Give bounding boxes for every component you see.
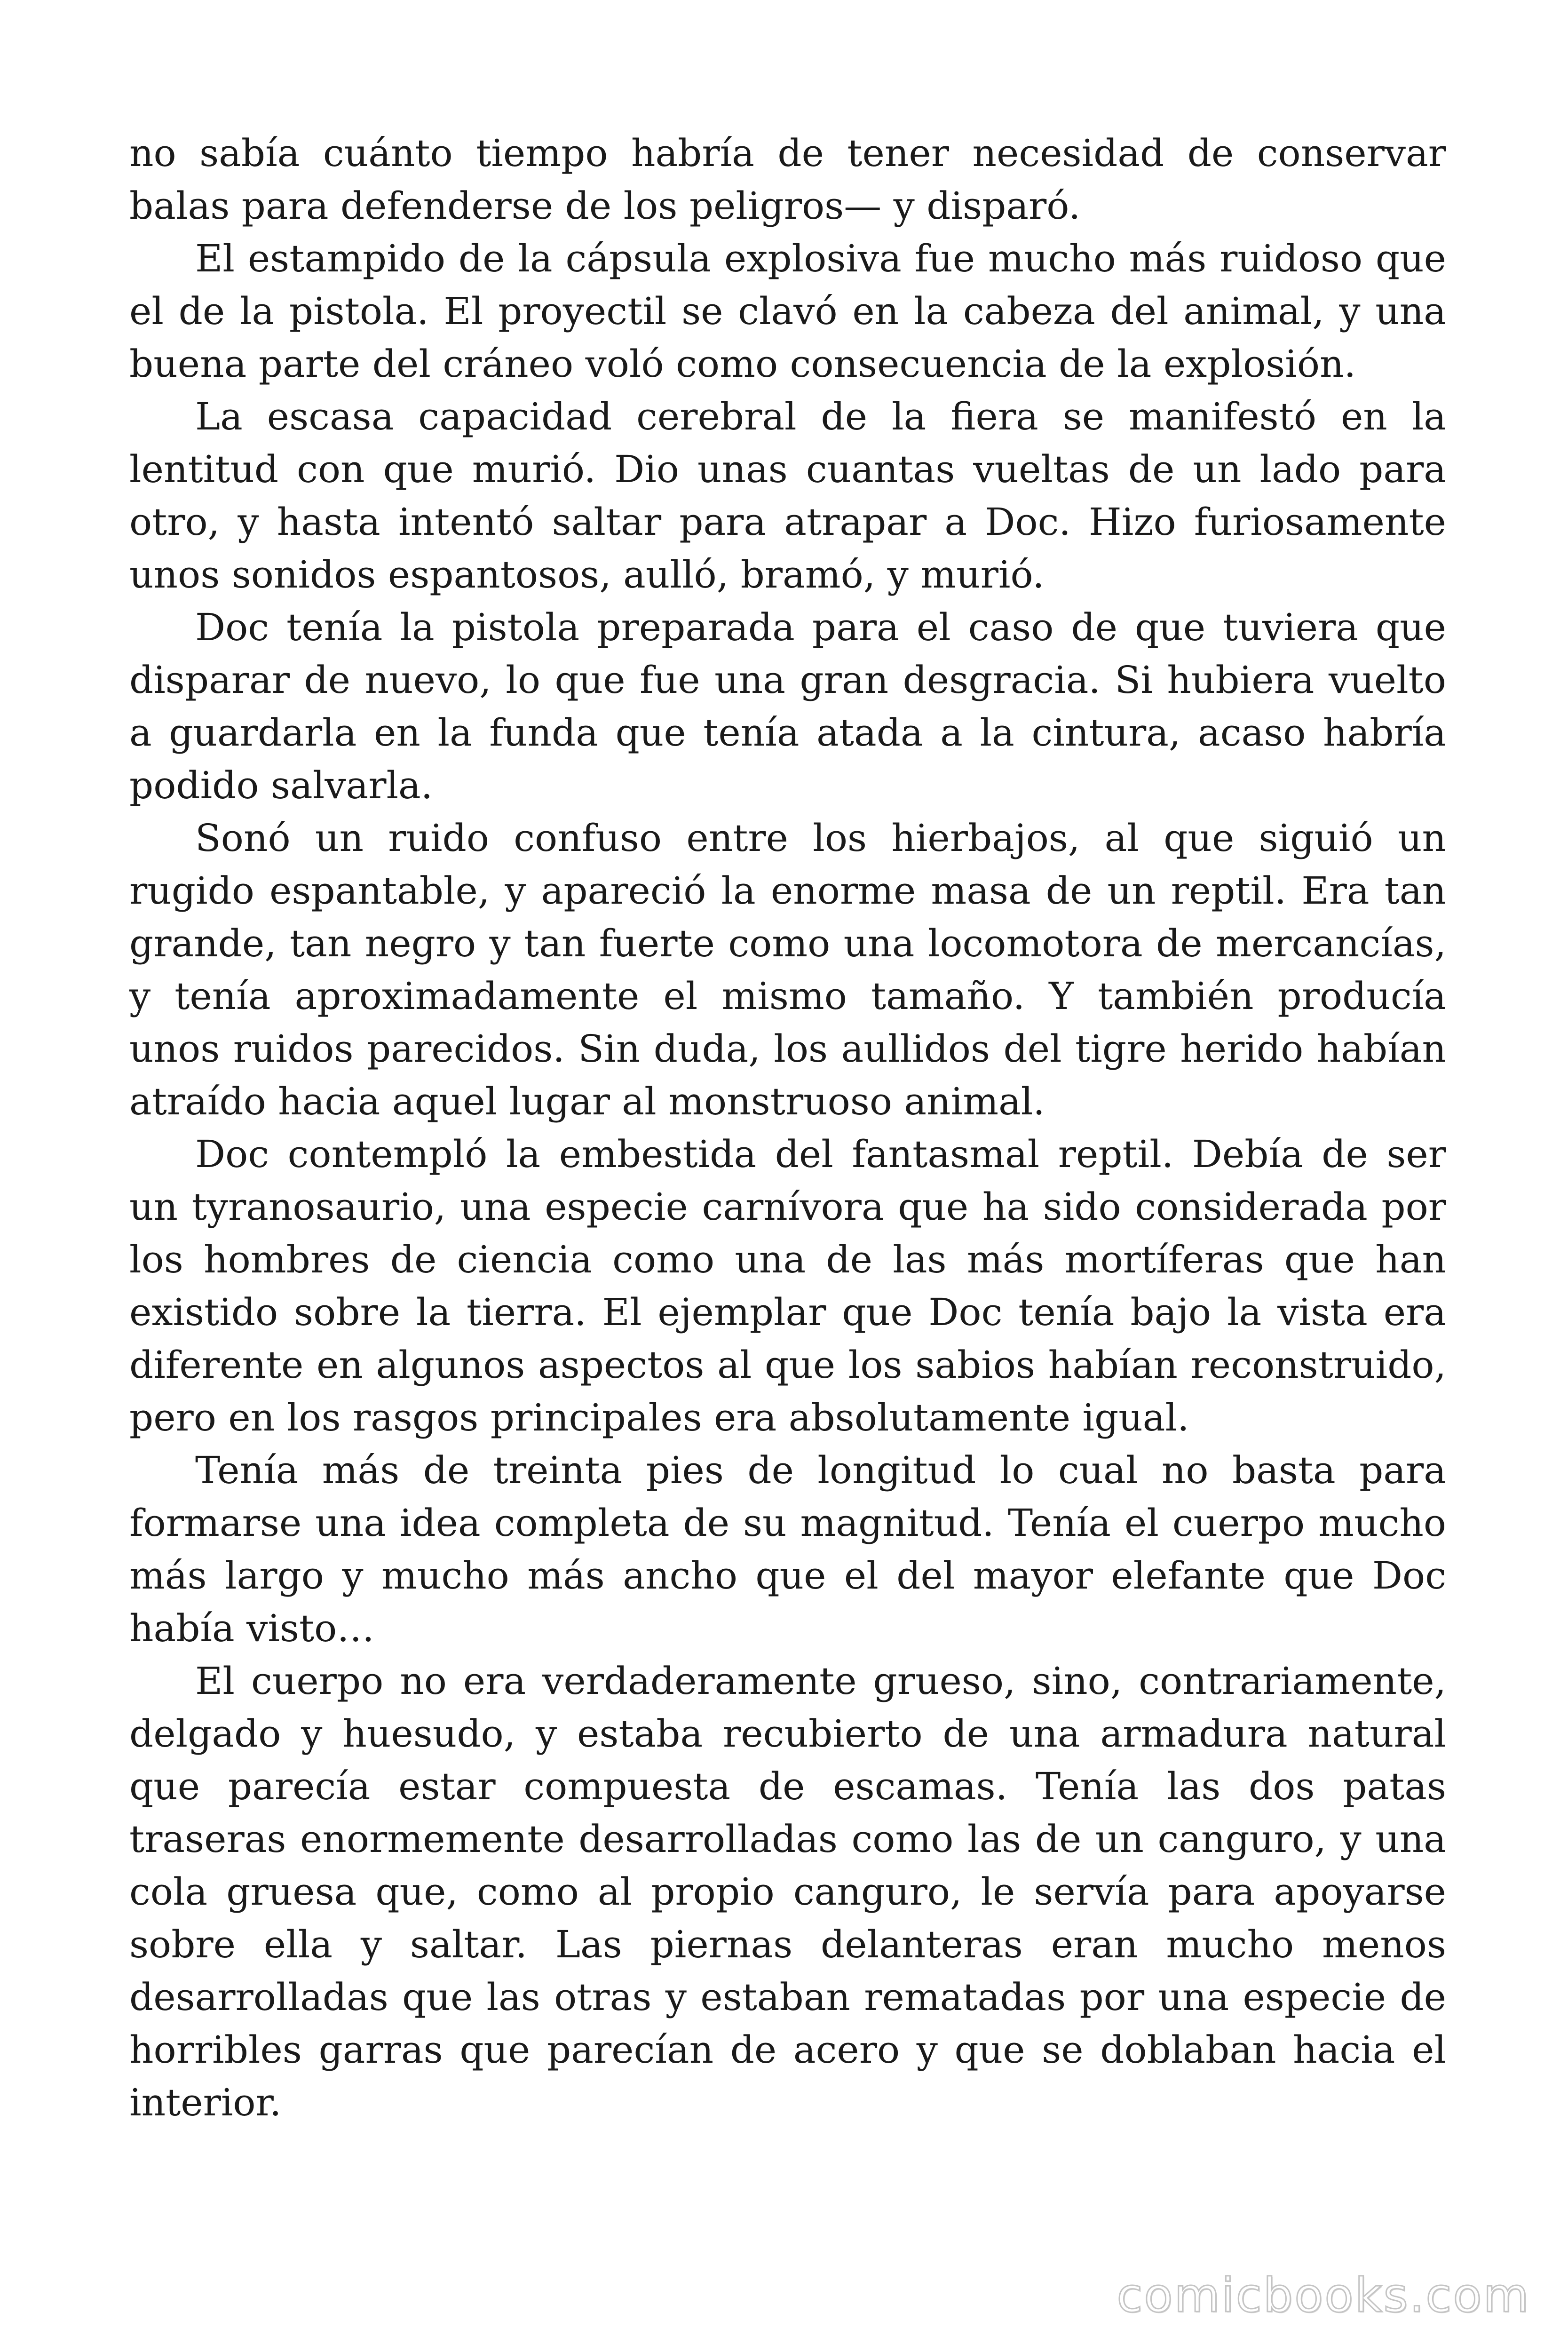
paragraph-7: Tenía más de treinta pies de longitud lo cual no basta para formarse una idea completa de su magnitud. Tenía el cuerpo mucho más largo y mucho más ancho que el del mayor elefante que Doc había visto… — [129, 1448, 1446, 1650]
paragraph-1: no sabía cuánto tiempo habría de tener necesidad de conservar balas para defenderse de los peligros— y disparó. — [129, 131, 1446, 228]
paragraph-8: El cuerpo no era verdaderamente grueso, sino, contrariamente, delgado y huesudo, y estaba recubierto de una armadura natural que parecía estar compuesta de escamas. Tenía las dos patas traseras enormemente desarrolladas como las de un canguro, y una cola gruesa que, como al propio canguro, le servía para apoyarse sobre ella y saltar. Las piernas delanteras eran mucho menos desarrolladas que las otras y estaban rematadas por una especie de horribles garras que parecían de acero y que se doblaban hacia el interior. — [129, 1659, 1446, 2124]
paragraph-3: La escasa capacidad cerebral de la fiera se manifestó en la lentitud con que murió. Dio unas cuantas vueltas de un lado para otro, y hasta intentó saltar para atrapar a Doc. Hizo furiosamente unos sonidos espantosos, aulló, bramó, y murió. — [129, 395, 1446, 596]
watermark: comicbooks.com — [1117, 2268, 1530, 2323]
paragraph-6: Doc contempló la embestida del fantasmal reptil. Debía de ser un tyranosaurio, una especie carnívora que ha sido considerada por los hombres de ciencia como una de las más mortíferas que han existido sobre la tierra. El ejemplar que Doc tenía bajo la vista era diferente en algunos aspectos al que los sabios habían reconstruido, pero en los rasgos principales era absolutamente igual. — [129, 1132, 1446, 1439]
paragraph-2: El estampido de la cápsula explosiva fue mucho más ruidoso que el de la pistola. El proyectil se clavó en la cabeza del animal, y una buena parte del cráneo voló como consecuencia de la explosión. — [129, 237, 1446, 386]
page-body — [129, 127, 1446, 2129]
paragraph-5: Sonó un ruido confuso entre los hierbajos, al que siguió un rugido espantable, y apareció la enorme masa de un reptil. Era tan grande, tan negro y tan fuerte como una locomotora de mercancías, y tenía aproximadamente el mismo tamaño. Y también producía unos ruidos parecidos. Sin duda, los aullidos del tigre herido habían atraído hacia aquel lugar al monstruoso animal. — [129, 816, 1446, 1123]
paragraph-4: Doc tenía la pistola preparada para el caso de que tuviera que disparar de nuevo, lo que fue una gran desgracia. Si hubiera vuelto a guardarla en la funda que tenía atada a la cintura, acaso habría podido salvarla. — [129, 605, 1446, 807]
